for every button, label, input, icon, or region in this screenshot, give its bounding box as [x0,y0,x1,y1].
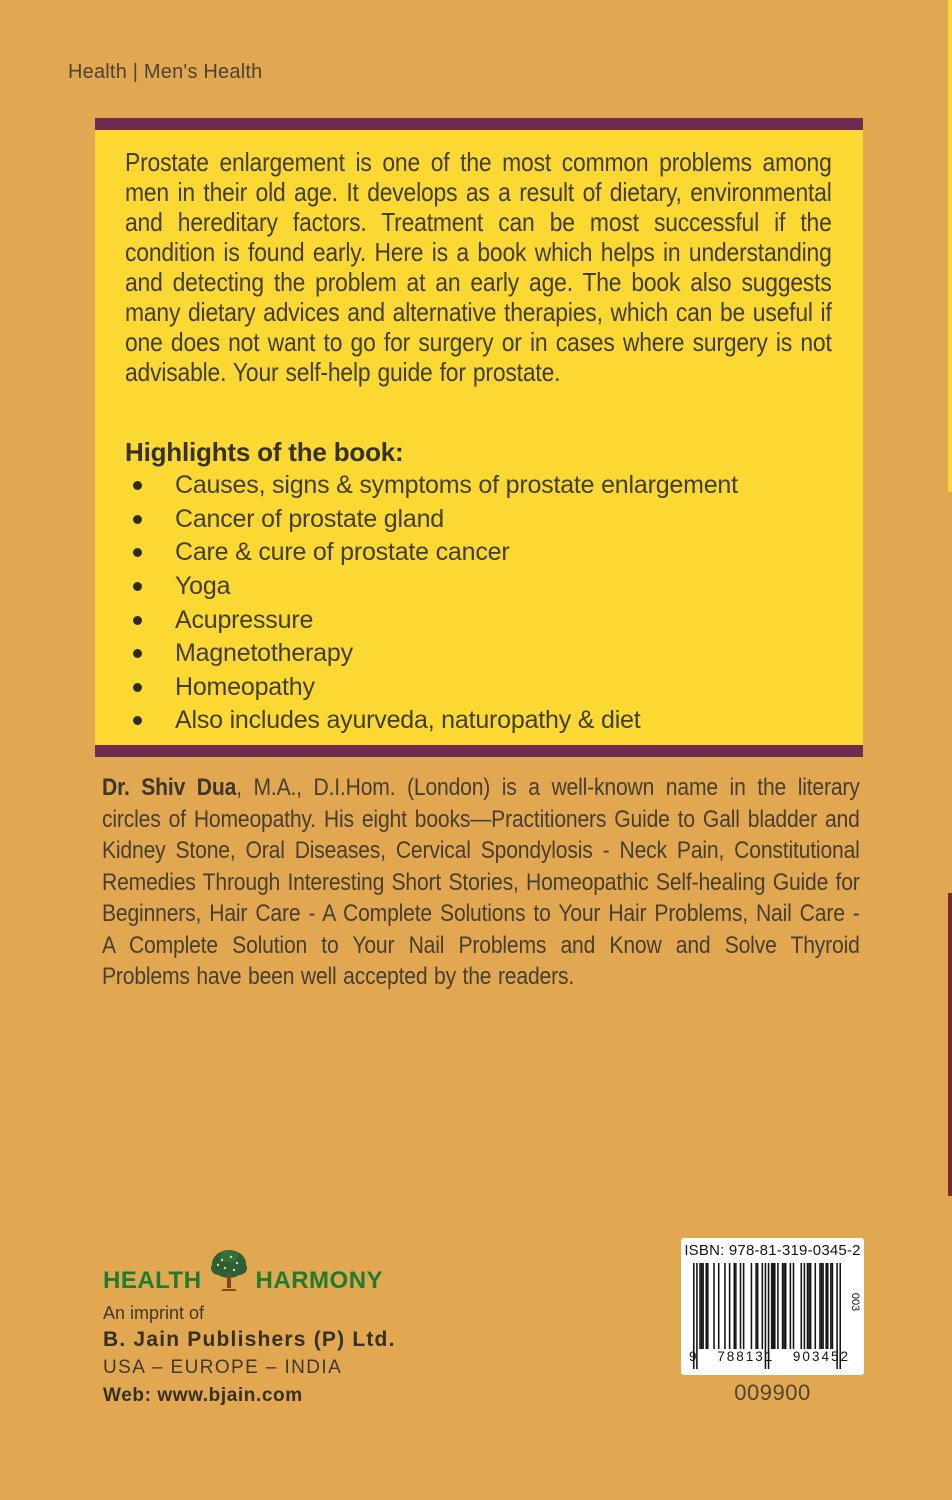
price-code: 009900 [734,1380,811,1405]
highlights-heading: Highlights of the book: [125,437,404,467]
highlight-text: Yoga [175,572,231,601]
author-paragraph [102,772,860,993]
bullet-icon [133,582,142,591]
bullet-icon [133,481,142,490]
logo-harmony-text: HARMONY [255,1267,384,1294]
publisher-web-link: Web: www.bjain.com [103,1385,303,1406]
barcode-digit-group: 903452 [792,1349,850,1364]
highlight-text: Causes, signs & symptoms of prostate enlargement [175,471,738,500]
tree-icon [209,1248,249,1299]
bullet-icon [133,649,142,658]
barcode-digit-group: 788131 [717,1349,775,1364]
barcode-digit-group: 9 [689,1349,699,1364]
highlight-text: Homeopathy [175,672,315,701]
bullet-icon [133,716,142,725]
bullet-icon [133,515,142,524]
highlight-text: Care & cure of prostate cancer [175,538,510,567]
highlight-text: Also includes ayurveda, naturopathy & diet [175,706,641,735]
publisher-name: B. Jain Publishers (P) Ltd. [103,1328,396,1351]
barcode-digits [689,1349,850,1367]
highlight-text: Acupressure [175,605,314,634]
right-edge-yellow-stripe [948,0,952,492]
highlight-text: Magnetotherapy [175,639,353,668]
highlight-item [125,637,835,671]
author-name: Dr. Shiv Dua [102,774,237,801]
bullet-icon [133,616,142,625]
barcode-side-code: 003 [848,1292,861,1312]
publisher-logo [103,1252,443,1296]
highlights-list [125,469,835,738]
author-bio-text: , M.A., D.I.Hom. (London) is a well-known name in the literary circles of Homeopathy. His eight books—Practitioners Guide to Gall bladder and Kidney Stone, Oral Diseases, Cervical Spondylosis - Neck Pain, Constitutional Remedies Through Interesting Short Stories, Homeopathic Self-healing Guide for Beginners, Hair Care - A Complete Solutions to Your Hair Problems, Nail Care - A Complete Solution to Your Nail Problems and Know and Solve Thyroid Problems have been well accepted by the readers. [102,774,860,990]
highlight-item [125,671,835,705]
publisher-block [103,1252,443,1407]
bullet-icon [133,683,142,692]
bullet-icon [133,548,142,557]
highlight-item [125,570,835,604]
highlight-item [125,603,835,637]
isbn-label: ISBN: 978-81-319-0345-2 [684,1242,861,1259]
publisher-regions: USA – EUROPE – INDIA [103,1357,343,1378]
summary-paragraph: Prostate enlargement is one of the most common problems among men in their old age. It develops as a result of dietary, environmental and hereditary factors. Treatment can be most successful if the condition is found early. Here is a book which helps in understanding and detecting the problem at an early age. The book also suggests many dietary advices and alternative therapies, which can be useful if one does not want to go for surgery or in cases where surgery is not advisable. Your self-help guide for prostate. [125,147,832,387]
highlight-item [125,536,835,570]
barcode-panel [681,1238,864,1375]
highlight-item [125,469,835,503]
right-edge-maroon-stripe [948,893,952,1196]
imprint-line: An imprint of [103,1303,205,1323]
highlight-text: Cancer of prostate gland [175,504,444,533]
logo-health-text: HEALTH [103,1267,202,1294]
category-label: Health | Men's Health [68,61,263,83]
summary-panel [95,118,863,757]
highlight-item [125,503,835,537]
highlight-item [125,704,835,738]
